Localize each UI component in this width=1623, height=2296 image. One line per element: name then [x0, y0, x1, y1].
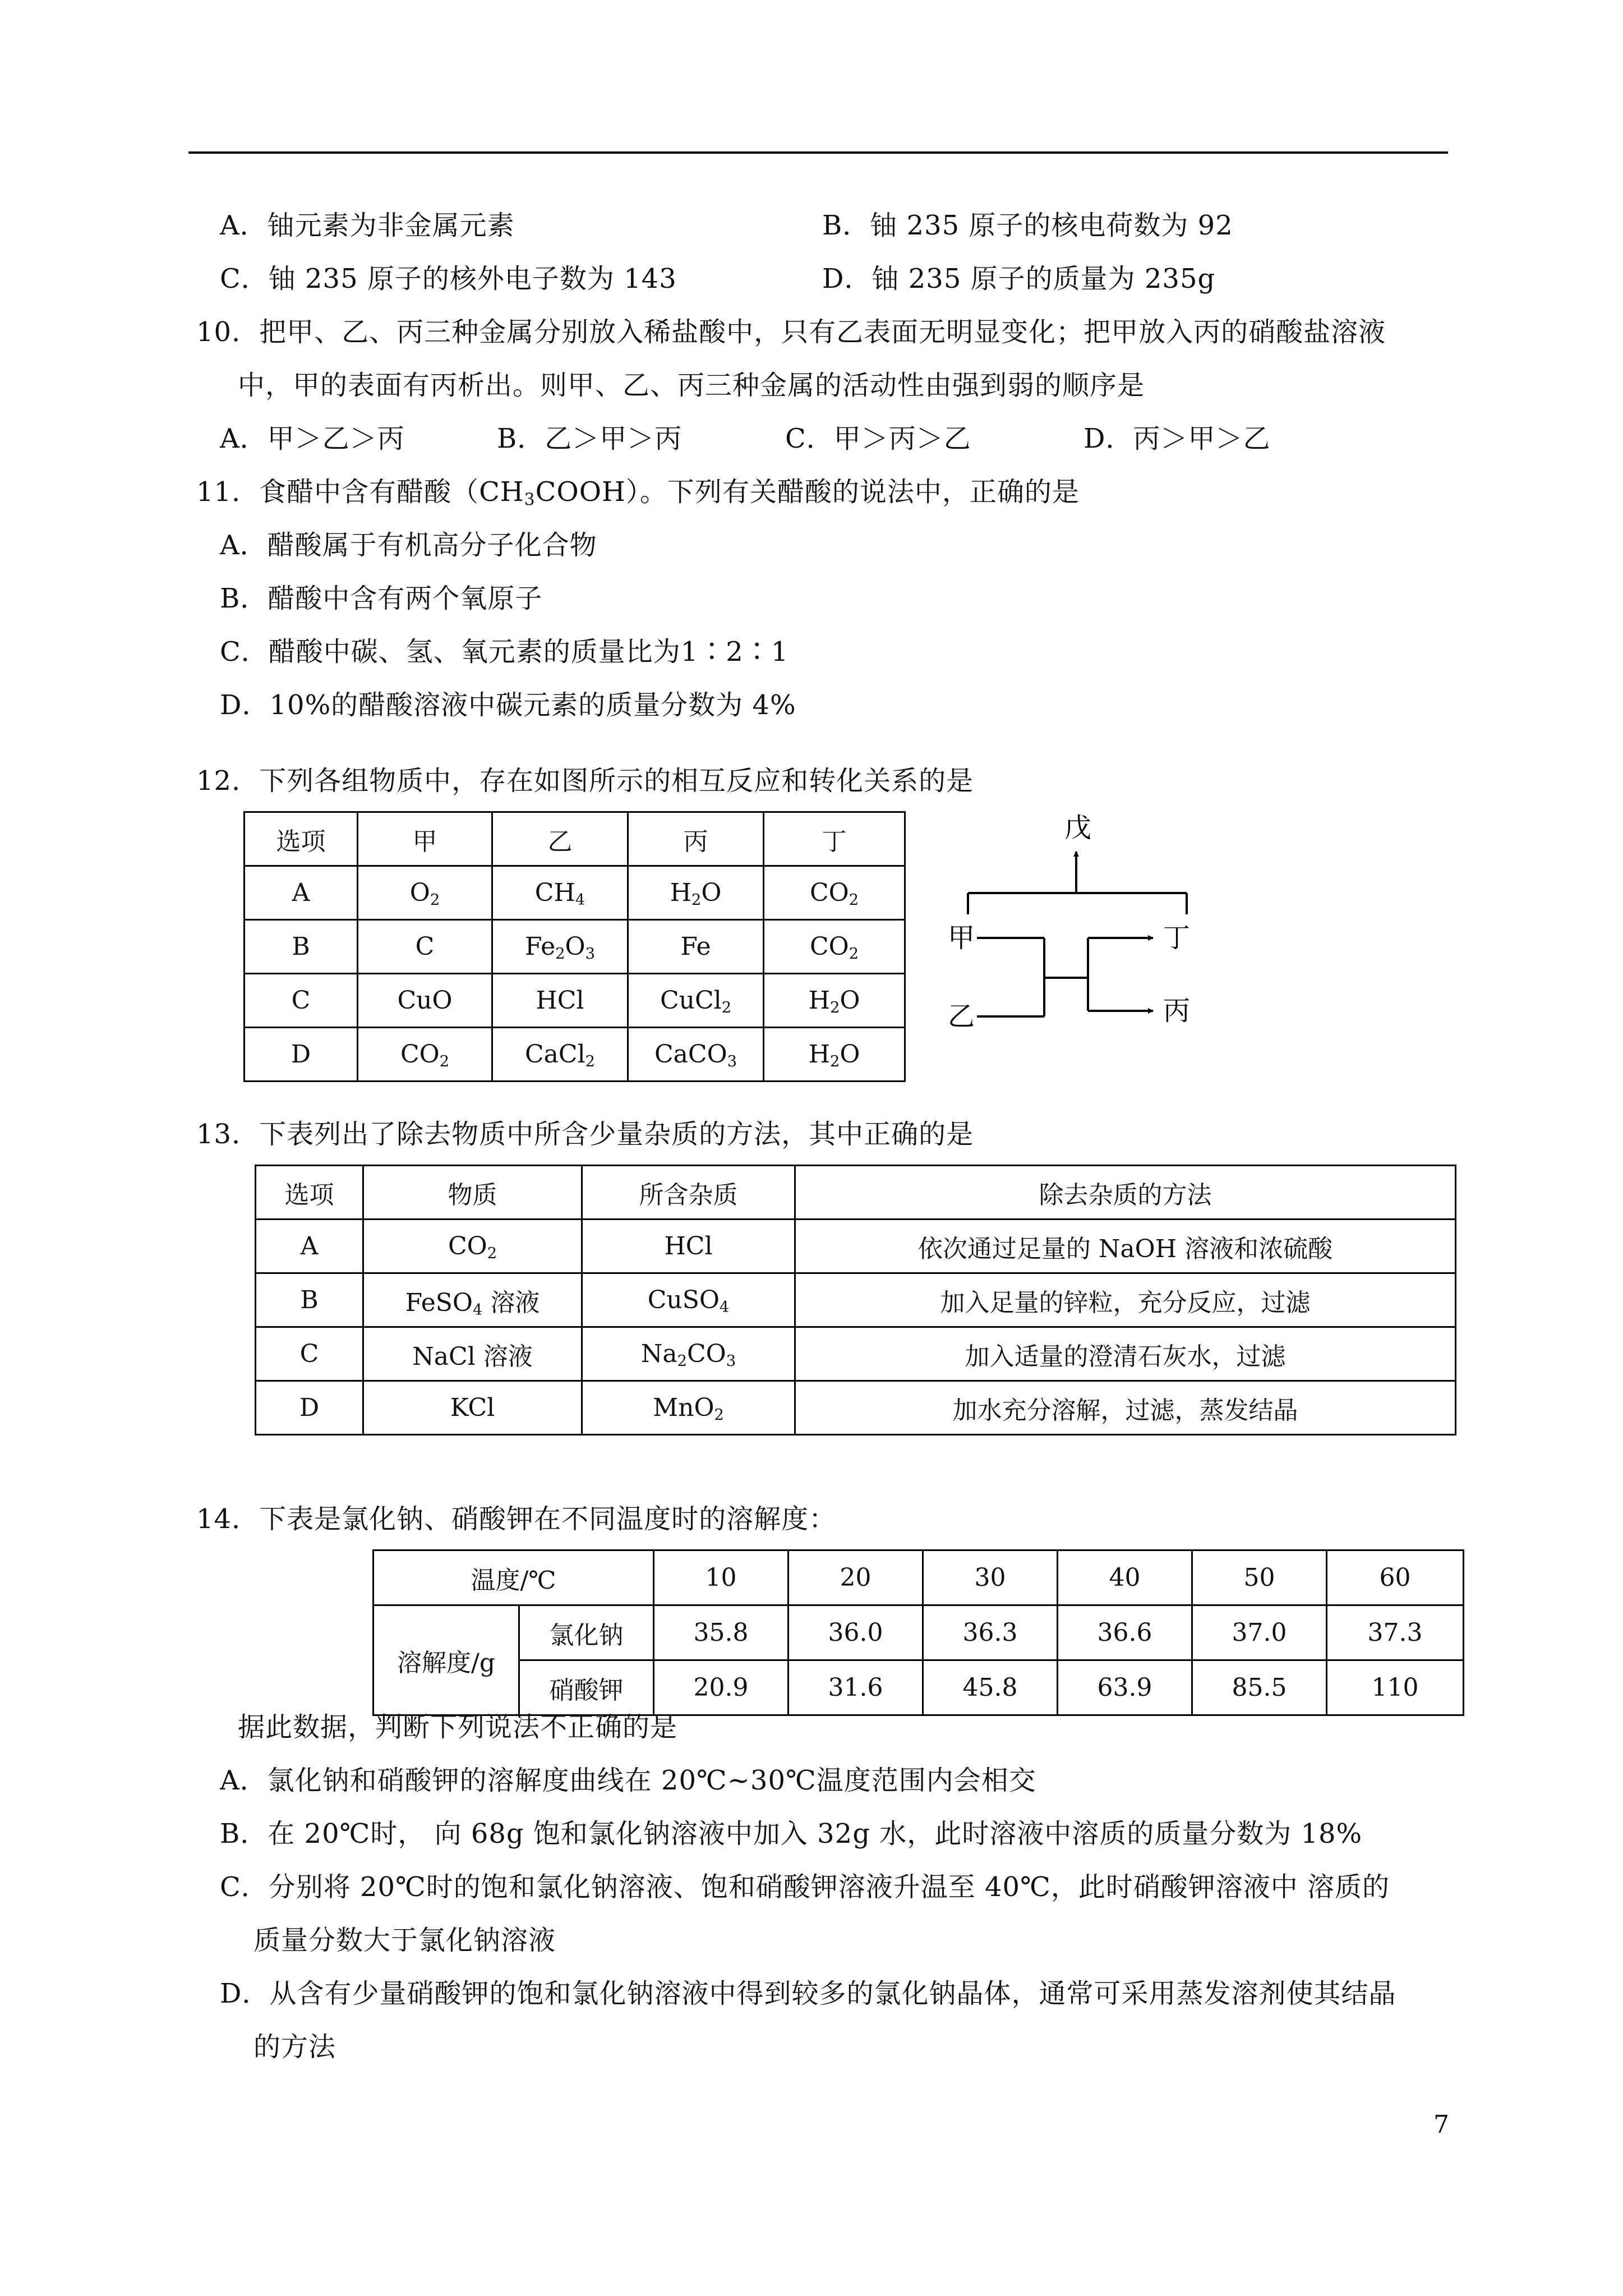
q11-stem-post: COOH）。下列有关醋酸的说法中，正确的是 — [535, 476, 1080, 508]
q10-option-c: C．甲＞丙＞乙 — [785, 423, 971, 454]
q13-cell: HCl — [582, 1220, 795, 1273]
q9-option-a: A．铀元素为非金属元素 — [220, 210, 515, 241]
q13-stem: 13．下表列出了除去物质中所含少量杂质的方法，其中正确的是 — [196, 1119, 974, 1150]
q12-cell: $CH_4$ — [492, 866, 628, 920]
q13-header-cell: 物质 — [363, 1166, 582, 1220]
q14-table — [372, 1549, 1464, 1716]
q14-nacl-30: 36.3 — [923, 1605, 1058, 1660]
q13-cell: CuSO$_4$ — [582, 1273, 795, 1327]
q12-cell: $CO_2$ — [764, 866, 905, 920]
q9-option-b: B．铀 235 原子的核电荷数为 92 — [822, 210, 1233, 241]
q14-kno3-40: 63.9 — [1058, 1660, 1192, 1715]
q12-cell: $H_2O$ — [764, 974, 905, 1028]
q13-row-c — [256, 1327, 1456, 1381]
q14-nacl-40: 36.6 — [1058, 1605, 1192, 1660]
q12-header-row — [245, 812, 905, 866]
q14-kno3-10: 20.9 — [654, 1660, 789, 1715]
q13-cell: KCl — [363, 1381, 582, 1435]
q14-kno3-label: 硝酸钾 — [519, 1660, 654, 1715]
q12-header-cell: 丙 — [628, 812, 764, 866]
q14-option-b: B．在 20℃时， 向 68g 饱和氯化钠溶液中加入 32g 水，此时溶液中溶质的质量分数为 18% — [220, 1818, 1363, 1849]
q14-stem: 14．下表是氯化钠、硝酸钾在不同温度时的溶解度： — [196, 1503, 837, 1535]
q12-cell: CaCl$_2$ — [492, 1028, 628, 1082]
q14-temp-row — [374, 1550, 1464, 1605]
q13-cell: FeSO$_4$ 溶液 — [363, 1273, 582, 1327]
q12-reaction-diagram — [948, 808, 1206, 1043]
q14-option-c-line1: C．分别将 20℃时的饱和氯化钠溶液、饱和硝酸钾溶液升温至 40℃，此时硝酸钾溶液中 溶质的 — [220, 1871, 1390, 1903]
q12-row-c — [245, 974, 905, 1028]
q12-row-b — [245, 920, 905, 974]
q14-kno3-60: 110 — [1327, 1660, 1464, 1715]
q12-header-cell: 丁 — [764, 812, 905, 866]
q13-cell: 加水充分溶解，过滤，蒸发结晶 — [795, 1381, 1456, 1435]
q10-option-a: A．甲＞乙＞丙 — [220, 423, 405, 454]
q13-row-d — [256, 1381, 1456, 1435]
q13-cell: 加入适量的澄清石灰水，过滤 — [795, 1327, 1456, 1381]
diagram-label-ding: 丁 — [1163, 922, 1191, 954]
q12-cell: C — [245, 974, 358, 1028]
q14-nacl-row — [374, 1605, 1464, 1660]
q13-cell: 加入足量的锌粒，充分反应，过滤 — [795, 1273, 1456, 1327]
q11-stem-sub: 3 — [524, 490, 536, 510]
q12-header-cell: 乙 — [492, 812, 628, 866]
page-number: 7 — [1433, 2110, 1449, 2139]
q12-cell: $Fe_2O_3$ — [492, 920, 628, 974]
diagram-label-yi: 乙 — [948, 1001, 975, 1032]
q10-option-b: B．乙＞甲＞丙 — [497, 423, 683, 454]
q12-cell: CuO — [358, 974, 492, 1028]
q12-cell: B — [245, 920, 358, 974]
q12-table — [243, 811, 906, 1082]
q10-option-d: D．丙＞甲＞乙 — [1083, 423, 1271, 454]
q11-option-c: C．醋酸中碳、氢、氧元素的质量比为1∶2∶1 — [220, 636, 789, 668]
q14-kno3-20: 31.6 — [789, 1660, 923, 1715]
q13-table — [255, 1165, 1456, 1435]
q14-temp-40: 40 — [1058, 1550, 1192, 1605]
q12-cell: $H_2O$ — [764, 1028, 905, 1082]
q14-nacl-60: 37.3 — [1327, 1605, 1464, 1660]
q13-row-b — [256, 1273, 1456, 1327]
q9-option-d: D．铀 235 原子的质量为 235g — [822, 263, 1216, 295]
q14-temp-60: 60 — [1327, 1550, 1464, 1605]
q13-cell: $Na_2CO_3$ — [582, 1327, 795, 1381]
q14-nacl-label: 氯化钠 — [519, 1605, 654, 1660]
q12-row-a — [245, 866, 905, 920]
q11-stem-pre: 11．食醋中含有醋酸（CH — [196, 476, 524, 508]
q13-cell: 依次通过足量的 NaOH 溶液和浓硫酸 — [795, 1220, 1456, 1273]
q12-header-cell: 甲 — [358, 812, 492, 866]
q13-cell: $CO_2$ — [363, 1220, 582, 1273]
q12-cell: $O_2$ — [358, 866, 492, 920]
q10-stem-line2: 中，甲的表面有丙析出。则甲、乙、丙三种金属的活动性由强到弱的顺序是 — [238, 370, 1145, 401]
q11-option-a: A．醋酸属于有机高分子化合物 — [220, 530, 597, 561]
header-rule — [188, 151, 1448, 154]
q13-row-a — [256, 1220, 1456, 1273]
q13-cell: C — [256, 1327, 363, 1381]
q14-question: 据此数据，判断下列说法不正确的是 — [238, 1711, 678, 1743]
q14-kno3-30: 45.8 — [923, 1660, 1058, 1715]
q14-kno3-50: 85.5 — [1192, 1660, 1327, 1715]
q14-temp-50: 50 — [1192, 1550, 1327, 1605]
q13-cell: B — [256, 1273, 363, 1327]
q12-cell: $CO_2$ — [764, 920, 905, 974]
q14-option-d-line2: 的方法 — [253, 2031, 336, 2063]
q12-cell: CaCO$_3$ — [628, 1028, 764, 1082]
q13-header-cell: 除去杂质的方法 — [795, 1166, 1456, 1220]
q13-header-row — [256, 1166, 1456, 1220]
q14-temp-30: 30 — [923, 1550, 1058, 1605]
q13-cell: A — [256, 1220, 363, 1273]
q14-nacl-10: 35.8 — [654, 1605, 789, 1660]
diagram-label-bing: 丙 — [1163, 995, 1191, 1027]
q12-cell: HCl — [492, 974, 628, 1028]
q12-cell: C — [358, 920, 492, 974]
q9-option-c: C．铀 235 原子的核外电子数为 143 — [220, 263, 677, 295]
q11-stem — [196, 476, 1080, 510]
q11-option-b: B．醋酸中含有两个氧原子 — [220, 583, 543, 614]
q12-stem: 12．下列各组物质中，存在如图所示的相互反应和转化关系的是 — [196, 765, 974, 797]
q12-cell: D — [245, 1028, 358, 1082]
q13-header-cell: 选项 — [256, 1166, 363, 1220]
q13-cell: MnO$_2$ — [582, 1381, 795, 1435]
diagram-label-jia: 甲 — [948, 922, 975, 954]
diagram-label-wu: 戊 — [1064, 812, 1092, 844]
q14-nacl-50: 37.0 — [1192, 1605, 1327, 1660]
q12-cell: Fe — [628, 920, 764, 974]
q13-cell: D — [256, 1381, 363, 1435]
q14-temp-20: 20 — [789, 1550, 923, 1605]
q11-option-d: D．10%的醋酸溶液中碳元素的质量分数为 4% — [220, 689, 796, 721]
q14-temp-label: 温度/℃ — [374, 1550, 654, 1605]
q14-temp-10: 10 — [654, 1550, 789, 1605]
q13-header-cell: 所含杂质 — [582, 1166, 795, 1220]
q14-option-a: A．氯化钠和硝酸钾的溶解度曲线在 20℃~30℃温度范围内会相交 — [220, 1765, 1036, 1796]
q14-nacl-20: 36.0 — [789, 1605, 923, 1660]
q14-solubility-label: 溶解度/g — [374, 1605, 519, 1715]
q12-row-d — [245, 1028, 905, 1082]
q14-option-d-line1: D．从含有少量硝酸钾的饱和氯化钠溶液中得到较多的氯化钠晶体，通常可采用蒸发溶剂使其结晶 — [220, 1978, 1396, 2009]
q14-kno3-row — [374, 1660, 1464, 1715]
q10-stem-line1: 10．把甲、乙、丙三种金属分别放入稀盐酸中，只有乙表面无明显变化；把甲放入丙的硝酸盐溶液 — [196, 316, 1386, 348]
q13-cell: NaCl 溶液 — [363, 1327, 582, 1381]
q12-cell: $CO_2$ — [358, 1028, 492, 1082]
q12-cell: CuCl$_2$ — [628, 974, 764, 1028]
q12-cell: $H_2O$ — [628, 866, 764, 920]
q12-header-cell: 选项 — [245, 812, 358, 866]
q14-option-c-line2: 质量分数大于氯化钠溶液 — [253, 1925, 556, 1956]
q12-cell: A — [245, 866, 358, 920]
